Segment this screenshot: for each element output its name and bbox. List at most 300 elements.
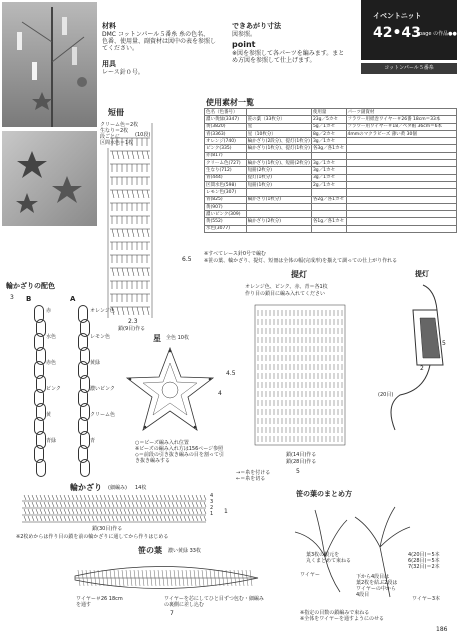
- tanzaku-stitch: [117, 268, 119, 276]
- materials-cell: 各2g／各1カセ: [312, 197, 345, 203]
- ring-dim: 3: [10, 294, 14, 301]
- ringchain-chain-label: 鎖(30目)作る: [92, 526, 123, 532]
- ringchain-stitch: [64, 502, 66, 507]
- ringchain-stitch: [116, 509, 118, 514]
- materials-cell: フラワー用ワイヤー＃18／ベタ帽 36cm＝6本: [346, 123, 456, 130]
- materials-cell: [346, 152, 456, 159]
- materials-cell: [346, 138, 456, 145]
- ringchain-stitch: [28, 509, 30, 514]
- ringchain-stitch: [156, 495, 158, 500]
- ringchain-stitch: [64, 495, 66, 500]
- materials-cell: 青(444): [205, 174, 247, 181]
- materials-cell: 黄(3820): [205, 123, 247, 130]
- materials-table: [204, 108, 457, 233]
- lantern-side-dim-a: 5: [442, 340, 446, 347]
- materials-cell: [311, 152, 346, 159]
- materials-cell: [246, 225, 311, 232]
- ringchain-stitch: [28, 516, 30, 521]
- ringchain-stitch: [28, 495, 30, 500]
- ringchain-stitch: [160, 502, 162, 507]
- ringchain-stitch: [40, 516, 42, 521]
- materials-row: [205, 174, 457, 181]
- materials-cell: 濃いピンク(309): [205, 211, 247, 218]
- materials-row: [205, 196, 457, 203]
- leaf-title: 笹の葉: [138, 546, 162, 555]
- ringchain-stitch: [140, 516, 142, 521]
- ring-color-label: 赤色: [46, 360, 57, 366]
- size-text: 図参照。: [232, 31, 257, 38]
- materials-cell: 3g／1カセ: [311, 174, 346, 181]
- materials-cell: 5g／1カセ: [311, 123, 346, 130]
- ringchain-stitch: [180, 516, 182, 521]
- ringchain-stitch: [204, 502, 206, 507]
- ringchain-stitch: [180, 509, 182, 514]
- materials-cell: [346, 167, 456, 174]
- ring-link: [80, 459, 90, 477]
- tanzaku-stitch: [117, 190, 119, 198]
- materials-cell: [311, 225, 346, 232]
- ringchain-stitch: [68, 516, 70, 521]
- ringchain-stitch: [76, 495, 78, 500]
- ringchain-stitch: [48, 516, 50, 521]
- materials-cell: 輪かざり(1枚分)、提灯(1枚分): [247, 146, 310, 152]
- ringchain-stitch: [64, 516, 66, 521]
- ringchain-stitch: [148, 516, 150, 521]
- ringchain-note: ※2枚めからは作り目の鎖を前の輪かざりに通してから作りはじめる: [16, 534, 169, 540]
- tanzaku-title: 短冊: [108, 108, 124, 117]
- ringchain-stitch: [96, 495, 98, 500]
- ringchain-stitch: [56, 495, 58, 500]
- materials-cell: [346, 203, 456, 210]
- ringchain-stitch: [32, 509, 34, 514]
- ringchain-stitch: [172, 509, 174, 514]
- ringchain-stitch: [196, 509, 198, 514]
- materials-cell: 輪かざり(2段分)、提灯(1枚分): [247, 138, 310, 144]
- ringchain-stitch: [88, 509, 90, 514]
- ringchain-stitch: [176, 502, 178, 507]
- materials-cell: 青(3363): [205, 130, 247, 137]
- ringchain-stitch: [72, 509, 74, 514]
- ringchain-stitch: [80, 502, 82, 507]
- materials-cell: [246, 203, 311, 210]
- assembly-labels-2: 下から4段目は 葉2枚を結ぶ2段は ワイヤーの中から 4段目: [356, 574, 398, 598]
- ringchain-stitch: [112, 502, 114, 507]
- materials-cell: 各1g／各1カセ: [312, 219, 345, 225]
- materials-row: [205, 167, 457, 174]
- ringchain-stitch: [100, 516, 102, 521]
- tanzaku-stitch: [142, 307, 144, 315]
- lantern-side-label: (20目): [378, 392, 394, 398]
- materials-title: 材料: [102, 22, 116, 30]
- ringchain-stitch: [116, 502, 118, 507]
- lantern-dim-width: 5: [296, 468, 300, 475]
- ringchain-stitch: [92, 509, 94, 514]
- th-amount: 使用量: [311, 109, 346, 116]
- ringchain-stitch: [140, 509, 142, 514]
- ringchain-stitch: [116, 516, 118, 521]
- leaf-note-right: ワイヤーを芯にしてひと目ずつ包む・細編みの裏側に差し込む: [164, 596, 264, 608]
- ringchain-stitch: [128, 495, 130, 500]
- tanzaku-stitch: [127, 190, 129, 198]
- leaf-note-left: ワイヤー＃26 18cm を通す: [76, 596, 123, 608]
- materials-cell: 輪かざり(1枚分)、短冊(2枚分): [247, 160, 310, 166]
- materials-cell: ピンク(335): [205, 145, 247, 152]
- ringchain-stitch: [52, 495, 54, 500]
- materials-cell: [246, 211, 311, 218]
- materials-cell: [346, 225, 456, 232]
- tanzaku-stitch: [132, 229, 134, 237]
- assembly-label-wire3: ワイヤー3本: [412, 596, 441, 602]
- ringchain-count: 14枚: [135, 485, 147, 491]
- ringchain-chart: [20, 492, 210, 526]
- star-title: 星: [153, 334, 161, 343]
- lantern-stitch-label: 鎖(28目)作る: [286, 459, 317, 465]
- ring-color-label: クリーム色: [90, 412, 116, 418]
- ringchain-stitch: [96, 502, 98, 507]
- ringchain-stitch: [120, 516, 122, 521]
- materials-row: [205, 218, 457, 225]
- materials-cell: 各3g／各1カセ: [312, 146, 345, 152]
- ringchain-stitch: [56, 509, 58, 514]
- ringchain-stitch: [136, 516, 138, 521]
- ring-col-a: A: [70, 295, 76, 303]
- tools-text: レース針０号。: [102, 69, 144, 76]
- ringchain-title: 輪かざり: [70, 483, 102, 492]
- tanzaku-stitch: [137, 151, 139, 159]
- ringchain-stitch: [60, 516, 62, 521]
- ringchain-stitch: [108, 495, 110, 500]
- ringchain-stitch: [80, 516, 82, 521]
- materials-row: [205, 160, 457, 167]
- ringchain-stitch: [200, 495, 202, 500]
- ringchain-stitch: [164, 495, 166, 500]
- ringchain-dim: 1: [224, 508, 228, 515]
- materials-cell: 黄(907): [205, 203, 247, 210]
- tanzaku-stitch: [112, 268, 114, 276]
- materials-cell: [346, 145, 456, 152]
- tanzaku-stitch: [142, 190, 144, 198]
- materials-cell: 3g／1カセ: [311, 160, 346, 167]
- materials-cell: 水色(3077): [205, 225, 247, 232]
- ring-color-label: 水色: [46, 334, 57, 340]
- tanzaku-stitch: [122, 268, 124, 276]
- star-dim: 4: [218, 390, 222, 397]
- ringchain-stitch: [156, 509, 158, 514]
- ringchain-stitch: [132, 495, 134, 500]
- ringchain-stitch: [196, 495, 198, 500]
- ringchain-stitch: [68, 509, 70, 514]
- ringchain-stitch: [144, 516, 146, 521]
- ringchain-stitch: [184, 509, 186, 514]
- lantern-subtitle-2: 作り目の鎖目に編み入れてください: [245, 291, 326, 297]
- ringchain-stitch: [48, 509, 50, 514]
- ringchain-stitch: [84, 516, 86, 521]
- ringchain-stitch: [152, 495, 154, 500]
- ringchain-stitch: [88, 502, 90, 507]
- ringchain-stitch: [200, 509, 202, 514]
- ringchain-stitch: [156, 502, 158, 507]
- tanzaku-stitch: [137, 268, 139, 276]
- event-knit-banner: [361, 0, 457, 71]
- ringchain-stitch: [132, 502, 134, 507]
- ringchain-stitch: [152, 509, 154, 514]
- tanzaku-stitch: [122, 151, 124, 159]
- assembly-title: 笹の葉のまとめ方: [296, 490, 352, 498]
- materials-cell: 黄(552): [205, 218, 247, 225]
- ring-link: [36, 459, 46, 477]
- tanzaku-stitch: [122, 190, 124, 198]
- tanzaku-row-label: (10段): [135, 132, 151, 138]
- materials-text: DMC コットンパール５番糸 糸の色名、 色番、使用量、副資材は図中の表を参照し てください。: [102, 31, 217, 52]
- ringchain-stitch: [196, 516, 198, 521]
- ringchain-stitch: [144, 502, 146, 507]
- materials-cell: 短冊(2枚分): [246, 167, 311, 174]
- tanzaku-stitch: [127, 151, 129, 159]
- ringchain-stitch: [92, 516, 94, 521]
- materials-cell: 笹の葉（33枚分）: [246, 116, 311, 123]
- ring-color-label: 濃いピンク: [90, 386, 115, 392]
- ringchain-stitch: [112, 509, 114, 514]
- ring-col-b: B: [26, 295, 32, 303]
- ringchain-stitch: [76, 502, 78, 507]
- tanzaku-stitch: [137, 307, 139, 315]
- star-legend: ○＝ビーズ編み入れ位置 ※ビーズの編み入れ方は156ページ参照 ◇＝前段の引き抜き編みの目を割って引き抜き編みする: [135, 440, 224, 464]
- ringchain-stitch: [100, 495, 102, 500]
- tanzaku-stitch: [112, 190, 114, 198]
- ringchain-stitch: [164, 516, 166, 521]
- ringchain-stitch: [52, 516, 54, 521]
- ringchain-stitch: [60, 509, 62, 514]
- tanzaku-stitch: [132, 190, 134, 198]
- ringchain-stitch: [80, 509, 82, 514]
- star-subtitle: 全色 10枚: [166, 335, 189, 341]
- ringchain-stitch: [192, 509, 194, 514]
- ringchain-stitch: [204, 516, 206, 521]
- point-text: ※図を参照して各パーツを編みます。まと め方図を参照して仕上げます。: [232, 50, 345, 64]
- materials-cell: [346, 174, 456, 181]
- leaf-dim: 7: [170, 610, 174, 617]
- ringchain-stitch: [40, 509, 42, 514]
- tanzaku-stitch: [122, 307, 124, 315]
- materials-cell: 星（10枚分）: [246, 130, 311, 137]
- materials-cell: クリーム色(727): [205, 160, 247, 167]
- ringchain-stitch: [28, 502, 30, 507]
- tanzaku-stitch: [112, 229, 114, 237]
- ringchain-stitch: [172, 516, 174, 521]
- ringchain-stitch: [96, 516, 98, 521]
- ringchain-stitch: [36, 502, 38, 507]
- ringchain-stitch: [72, 502, 74, 507]
- assembly-labels: 葉3枚の根元を 丸くまとめて束ねる: [306, 552, 352, 564]
- materials-cell: 2g／1カセ: [311, 181, 346, 188]
- ringchain-stitch: [40, 495, 42, 500]
- ringchain-stitch: [160, 509, 162, 514]
- ring-color-label: オレンジ色: [90, 308, 115, 314]
- ringchain-stitch: [184, 495, 186, 500]
- materials-cell: [346, 189, 456, 196]
- ringchain-stitch: [24, 495, 26, 500]
- ringchain-stitch: [56, 516, 58, 521]
- materials-row: [205, 145, 457, 152]
- materials-row: [205, 225, 457, 232]
- lantern-side-title: 提灯: [415, 270, 429, 278]
- ringchain-stitch: [88, 495, 90, 500]
- ringchain-stitch: [60, 502, 62, 507]
- assembly-counts: 4(20目)＝5本 6(28目)＝5本 7(32目)＝2本: [408, 552, 440, 570]
- ringchain-stitch: [192, 502, 194, 507]
- ring-color-label: 青: [90, 438, 96, 444]
- ringchain-stitch: [108, 502, 110, 507]
- ringchain-stitch: [60, 495, 62, 500]
- ringchain-stitch: [124, 502, 126, 507]
- ringchain-stitch: [128, 509, 130, 514]
- materials-note-2: ※笹の葉、輪かざり、提灯、短冊は全体の幅(完成形)を揃えて調っての仕上がり作れる: [204, 258, 398, 264]
- ringchain-stitch: [204, 495, 206, 500]
- ringchain-stitch: [44, 502, 46, 507]
- lantern-side-dim-b: 2: [420, 365, 424, 372]
- tanzaku-stitch: [132, 268, 134, 276]
- ringchain-stitch: [56, 502, 58, 507]
- ringchain-stitch: [100, 502, 102, 507]
- materials-cell: [246, 189, 311, 196]
- lantern-dim-left: 4.5: [226, 370, 236, 377]
- materials-cell: 4mmのマクラビーズ 薄い黄 30個: [346, 130, 456, 137]
- materials-cell: オレンジ(740): [205, 138, 247, 145]
- materials-cell: [246, 152, 311, 159]
- ringchain-stitch: [192, 495, 194, 500]
- tanzaku-stitch: [147, 229, 149, 237]
- materials-cell: 濃い黄緑(3347): [205, 116, 247, 123]
- tanzaku-stitch: [112, 151, 114, 159]
- ringchain-stitch: [124, 516, 126, 521]
- ringchain-stitch: [132, 509, 134, 514]
- materials-cell: 青(825): [205, 196, 247, 203]
- leaf-chart: [70, 556, 260, 598]
- assembly-notes: ※指定の目数の鎖編みで束ねる ※全体をワイヤーを通すようにのせる: [300, 610, 385, 622]
- tanzaku-stitch: [127, 268, 129, 276]
- ringchain-stitch: [108, 516, 110, 521]
- ringchain-stitch: [140, 502, 142, 507]
- ringchain-stitch: [52, 502, 54, 507]
- ringchain-stitch: [168, 495, 170, 500]
- tanzaku-stitch: [117, 307, 119, 315]
- materials-row: [205, 189, 457, 196]
- ringchain-stitch: [124, 509, 126, 514]
- tanzaku-stitch: [147, 307, 149, 315]
- tanzaku-stitch: [142, 151, 144, 159]
- materials-cell: 3g／1カセ: [311, 138, 346, 145]
- ringchain-stitch: [104, 516, 106, 521]
- ringchain-stitch: [180, 495, 182, 500]
- ringchain-stitch: [116, 495, 118, 500]
- ringchain-stitch: [68, 495, 70, 500]
- materials-cell: 輪かざり(1枚分): [246, 196, 311, 203]
- ringchain-stitch: [44, 495, 46, 500]
- materials-row: [205, 203, 457, 210]
- tanzaku-stitch: [132, 151, 134, 159]
- ringchain-stitch: [188, 509, 190, 514]
- materials-cell: レモン色(307): [205, 189, 247, 196]
- ringchain-stitch: [184, 502, 186, 507]
- ringchain-stitch: [64, 509, 66, 514]
- ringchain-stitch: [128, 516, 130, 521]
- ringchain-stitch: [84, 509, 86, 514]
- ringchain-stitch: [152, 502, 154, 507]
- ringchain-stitch: [148, 509, 150, 514]
- ringchain-stitch: [164, 509, 166, 514]
- ringchain-stitch: [24, 502, 26, 507]
- ringchain-stitch: [24, 509, 26, 514]
- tanzaku-stitch: [137, 229, 139, 237]
- lantern-subtitle: オレンジ色、ピンク、赤、青＝各1枚: [245, 284, 328, 290]
- ring-color-label: ピンク: [46, 386, 61, 392]
- ringchain-stitch: [104, 502, 106, 507]
- ringchain-stitch: [100, 509, 102, 514]
- ringchain-stitch: [52, 509, 54, 514]
- ringchain-stitch: [48, 495, 50, 500]
- materials-cell: 星: [246, 123, 311, 130]
- materials-cell: [346, 196, 456, 203]
- materials-row: [205, 123, 457, 130]
- tanzaku-stitch: [122, 229, 124, 237]
- ringchain-stitch: [68, 502, 70, 507]
- ring-color-label: レモン色: [90, 334, 111, 340]
- ringchain-stitch: [188, 516, 190, 521]
- ringchain-stitch: [136, 495, 138, 500]
- size-title: できあがり寸法: [232, 22, 281, 30]
- materials-table-title: 使用素材一覧: [206, 98, 254, 107]
- materials-cell: [311, 211, 346, 218]
- ringchain-stitch: [72, 516, 74, 521]
- ringchain-stitch: [140, 495, 142, 500]
- ringchain-stitch: [176, 509, 178, 514]
- ringchain-stitch: [192, 516, 194, 521]
- photo-bamboo-decoration: [2, 2, 97, 127]
- tanzaku-stitch: [127, 229, 129, 237]
- ringchain-stitch: [148, 502, 150, 507]
- ringchain-stitch: [88, 516, 90, 521]
- banner-yarn: コットンパール５番糸: [361, 63, 457, 74]
- ringchain-stitch: [32, 516, 34, 521]
- ringchain-stitch: [36, 495, 38, 500]
- photo-stars: [2, 131, 97, 226]
- materials-cell: フラワー用紙巻ワイヤー＃26番 18cm＝33本: [346, 116, 456, 123]
- ringchain-stitch: [104, 509, 106, 514]
- tanzaku-stitch: [117, 229, 119, 237]
- materials-cell: [311, 189, 346, 196]
- ringchain-stitch: [188, 502, 190, 507]
- ringchain-subtitle: (細編み): [108, 485, 127, 491]
- ring-title: 輪かざりの配色: [6, 282, 55, 290]
- materials-row: [205, 116, 457, 123]
- th-part: [246, 109, 311, 116]
- tools-title: 用具: [102, 60, 116, 68]
- tanzaku-chart: [104, 118, 174, 328]
- tanzaku-stitch: [127, 307, 129, 315]
- materials-cell: 3g／1カセ: [311, 167, 346, 174]
- ringchain-stitch: [124, 495, 126, 500]
- materials-row: [205, 130, 457, 137]
- ringchain-stitch: [128, 502, 130, 507]
- materials-cell: 区間水色(598): [205, 181, 247, 188]
- banner-pages: 42•43: [373, 25, 421, 41]
- ringchain-stitch: [200, 516, 202, 521]
- ringchain-stitch: [168, 502, 170, 507]
- ringchain-stitch: [136, 502, 138, 507]
- materials-row: [205, 152, 457, 159]
- ringchain-stitch: [160, 495, 162, 500]
- ringchain-stitch: [168, 516, 170, 521]
